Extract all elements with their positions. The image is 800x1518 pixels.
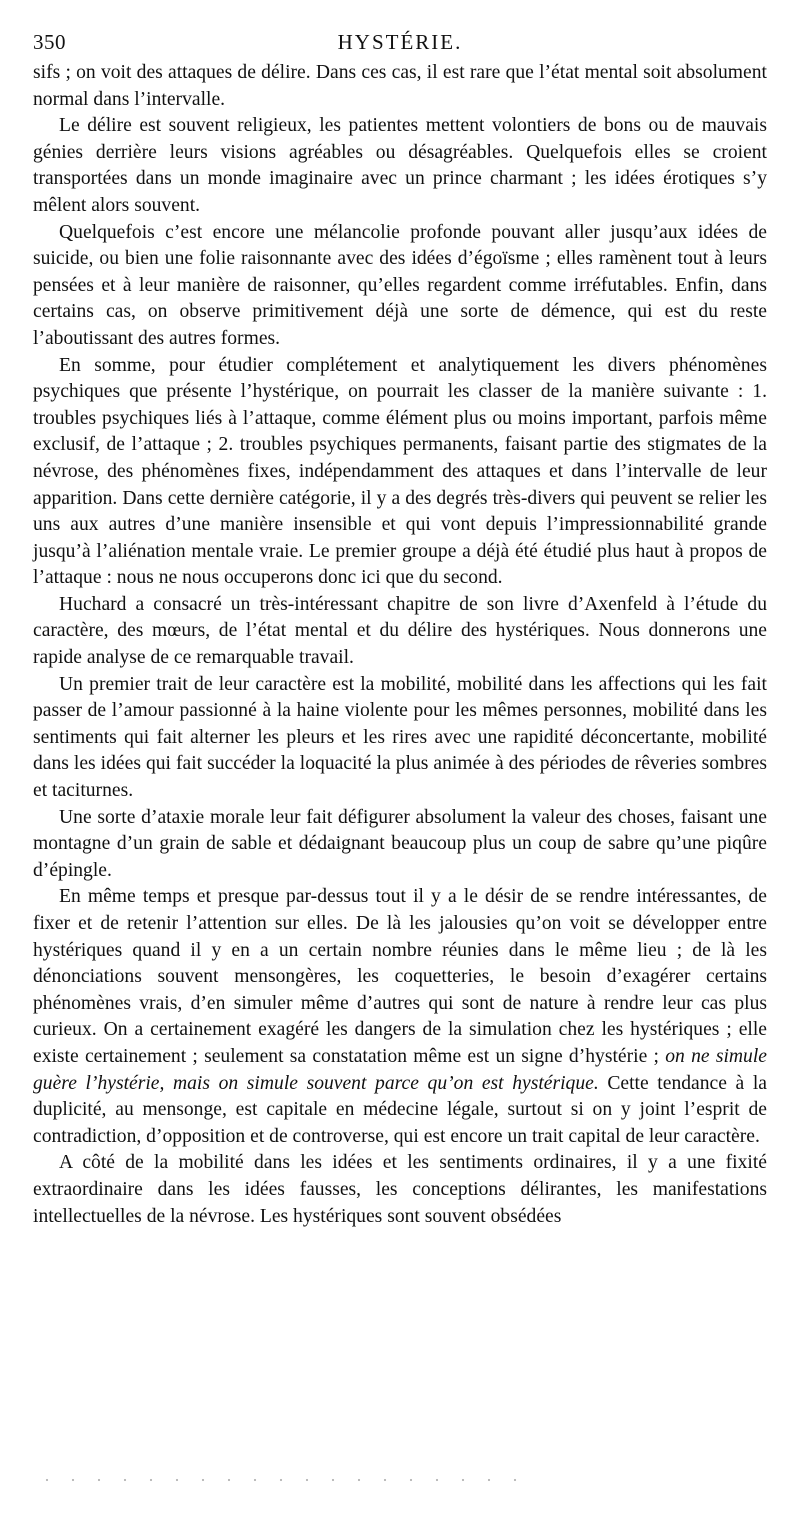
simulation-text-start: En même temps et presque par-dessus tout il y a le désir de se rendre intéressantes, de fixer et de retenir l’attention sur elles. De là les jalousies qu’on voit se développer entre hystériques quand il y en a un certain nombre réunies dans le même lieu ; de là les dénonciations souvent mensongères, les coquetteries, le besoin d’exagérer certains phénomènes vrais, d’en simuler même d’autres qui sont de nature à rendre leur cas plus curieux. On a certainement exagéré les dangers de la simulation chez les hystériques ; elle existe certainement ; seulement sa constatation même est un signe d’hystérie ; <box>33 886 767 1067</box>
paragraph-fixite: A côté de la mobilité dans les idées et les sentiments ordinaires, il y a une fixité extraordinaire dans les idées fausses, les conceptions délirantes, les manifestations intellectuelles de la névrose. Les hystériques sont souvent obsédées <box>33 1152 767 1227</box>
paragraph-simulation <box>33 884 767 1150</box>
paragraph-melancolie: Quelquefois c’est encore une mélancolie profonde pouvant aller jusqu’aux idées de suicide, ou bien une folie raisonnante avec des idées d’égoïsme ; elles ramènent tout à leurs pensées et à leur manière de raisonner, qu’elles regardent comme irréfutables. Enfin, dans certains cas, on observe primitivement déjà une sorte de démence, qui est du reste l’aboutissant des autres formes. <box>33 221 767 349</box>
paragraph-mobilite: Un premier trait de leur caractère est la mobilité, mobilité dans les affections qui les fait passer de l’amour passionné à la haine violente pour les mêmes personnes, mobilité dans les sentiments qui fait alterner les pleurs et les rires avec une rapidité déconcertante, mobilité dans les idées qui fait succéder la loquacité la plus animée à des périodes de rêveries sombres et taciturnes. <box>33 673 767 802</box>
body-text <box>33 60 767 1230</box>
book-page <box>33 26 767 1230</box>
paragraph-huchard: Huchard a consacré un très-intéressant chapitre de son livre d’Axenfeld à l’étude du caractère, des mœurs, de l’état mental et du délire des hystériques. Nous donnerons une rapide analyse de ce remarquable travail. <box>33 593 767 669</box>
footer-scan-marks <box>34 1478 534 1482</box>
running-title: HYSTÉRIE. <box>337 30 463 54</box>
page-header <box>33 26 767 60</box>
page-number: 350 <box>33 30 66 54</box>
paragraph-continuation: sifs ; on voit des attaques de délire. Dans ces cas, il est rare que l’état mental soit absolument normal dans l’intervalle. <box>33 62 767 110</box>
paragraph-ataxie-morale: Une sorte d’ataxie morale leur fait défigurer absolument la valeur des choses, faisant une montagne d’un grain de sable et dédaignant beaucoup plus un coup de sabre qu’une piqûre d’épingle. <box>33 806 767 881</box>
simulation-italic-quote: on ne simule guère l’hystérie, mais on simule souvent parce qu’on est hystérique. <box>33 1045 767 1094</box>
paragraph-classification: En somme, pour étudier complétement et analytiquement les divers phénomènes psychiques que présente l’hystérique, on pourrait les classer de la manière suivante : 1. troubles psychiques liés à l’attaque, comme élément plus ou moins important, parfois même exclusif, de l’attaque ; 2. troubles psychiques permanents, faisant partie des stigmates de la névrose, des phénomènes fixes, indépendamment des attaques et dans l’intervalle de leur apparition. Dans cette dernière catégorie, il y a des degrés très-divers qui peuvent se relier les uns aux autres d’une manière insensible et qui vont depuis l’impressionnabilité grande jusqu’à l’aliénation mentale vraie. Le premier groupe a déjà été étudié plus haut à propos de l’attaque : nous ne nous occuperons donc ici que du second. <box>33 354 767 589</box>
simulation-text-end: Cette tendance à la duplicité, au mensonge, est capitale en médecine légale, surtout si on y joint l’esprit de contradiction, d’opposition et de controverse, qui est encore un trait capital de leur caractère. <box>33 1072 767 1147</box>
paragraph-delire-religieux: Le délire est souvent religieux, les patientes mettent volontiers de bons ou de mauvais génies derrière leurs visions agréables ou désagréables. Quelquefois elles se croient transportées dans un monde imaginaire avec un prince charmant ; les idées érotiques s’y mêlent alors souvent. <box>33 115 767 216</box>
